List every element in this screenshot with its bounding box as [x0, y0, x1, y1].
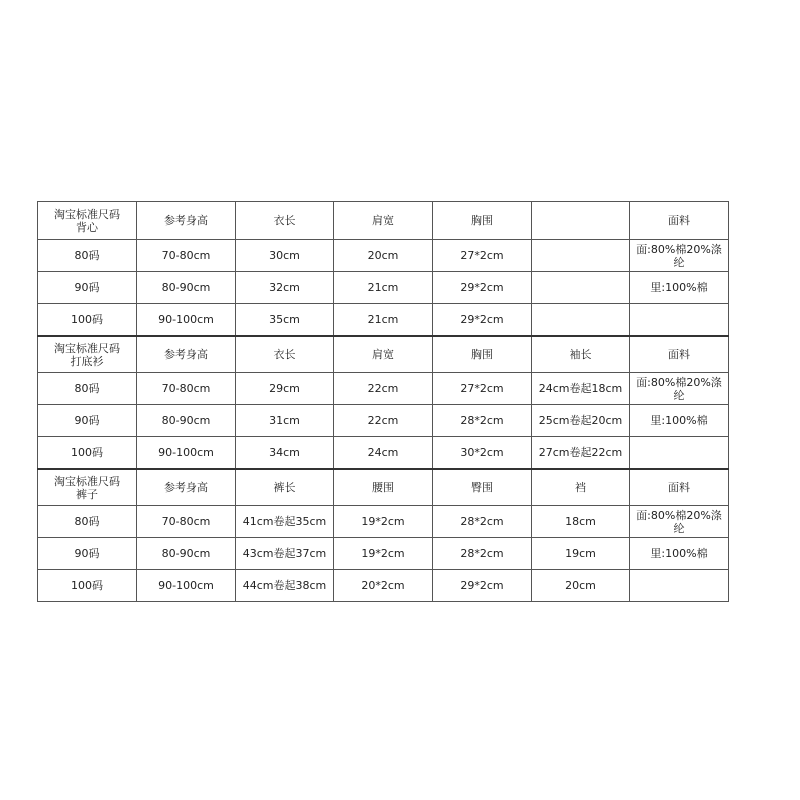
table-cell: 41cm卷起35cm	[236, 506, 334, 538]
fabric-cell: 里:100%棉	[630, 538, 729, 570]
table-cell: 24cm卷起18cm	[532, 373, 630, 405]
table-cell: 19cm	[532, 538, 630, 570]
table-cell: 80-90cm	[137, 405, 236, 437]
table-cell: 30cm	[236, 240, 334, 272]
column-header: 参考身高	[137, 336, 236, 373]
table-cell: 43cm卷起37cm	[236, 538, 334, 570]
column-header: 裆	[532, 469, 630, 506]
table-cell: 20cm	[532, 570, 630, 602]
table-row	[38, 570, 729, 602]
column-header: 裤长	[236, 469, 334, 506]
size-cell: 90码	[38, 538, 137, 570]
section-label: 淘宝标准尺码 裤子	[38, 469, 137, 506]
column-header: 衣长	[236, 336, 334, 373]
table-cell: 20cm	[334, 240, 433, 272]
column-header: 肩宽	[334, 336, 433, 373]
section-header-row	[38, 336, 729, 373]
fabric-cell: 里:100%棉	[630, 272, 729, 304]
table-cell: 20*2cm	[334, 570, 433, 602]
table-cell: 28*2cm	[433, 405, 532, 437]
table-cell: 19*2cm	[334, 538, 433, 570]
table-cell: 30*2cm	[433, 437, 532, 470]
size-cell: 90码	[38, 405, 137, 437]
table-cell: 70-80cm	[137, 373, 236, 405]
table-row	[38, 272, 729, 304]
table-cell: 31cm	[236, 405, 334, 437]
fabric-cell	[630, 304, 729, 337]
column-header: 衣长	[236, 202, 334, 240]
section-label: 淘宝标准尺码 背心	[38, 202, 137, 240]
fabric-cell: 面:80%棉20%涤纶	[630, 373, 729, 405]
table-cell: 19*2cm	[334, 506, 433, 538]
table-row	[38, 506, 729, 538]
table-cell: 21cm	[334, 304, 433, 337]
table-cell: 28*2cm	[433, 538, 532, 570]
table-cell: 28*2cm	[433, 506, 532, 538]
table-cell: 80-90cm	[137, 272, 236, 304]
table-cell: 27*2cm	[433, 373, 532, 405]
column-header: 面料	[630, 469, 729, 506]
column-header: 袖长	[532, 336, 630, 373]
column-header: 面料	[630, 202, 729, 240]
column-header: 参考身高	[137, 469, 236, 506]
table-cell: 29*2cm	[433, 304, 532, 337]
size-cell: 100码	[38, 437, 137, 470]
table-cell: 80-90cm	[137, 538, 236, 570]
column-header: 面料	[630, 336, 729, 373]
table-cell: 29*2cm	[433, 570, 532, 602]
size-chart-table	[37, 201, 729, 602]
column-header: 胸围	[433, 202, 532, 240]
table-cell: 27cm卷起22cm	[532, 437, 630, 470]
table-cell	[532, 304, 630, 337]
table-row	[38, 538, 729, 570]
table-cell: 25cm卷起20cm	[532, 405, 630, 437]
table-cell: 22cm	[334, 405, 433, 437]
table-cell: 29cm	[236, 373, 334, 405]
size-cell: 100码	[38, 570, 137, 602]
table-cell: 21cm	[334, 272, 433, 304]
fabric-cell: 面:80%棉20%涤纶	[630, 240, 729, 272]
table-cell: 27*2cm	[433, 240, 532, 272]
table-row	[38, 437, 729, 470]
size-cell: 90码	[38, 272, 137, 304]
table-cell: 35cm	[236, 304, 334, 337]
table-cell: 44cm卷起38cm	[236, 570, 334, 602]
size-cell: 100码	[38, 304, 137, 337]
table-cell: 29*2cm	[433, 272, 532, 304]
table-cell: 24cm	[334, 437, 433, 470]
size-cell: 80码	[38, 373, 137, 405]
column-header: 臀围	[433, 469, 532, 506]
section-label: 淘宝标准尺码 打底衫	[38, 336, 137, 373]
fabric-cell	[630, 437, 729, 470]
table-cell: 34cm	[236, 437, 334, 470]
table-cell	[532, 272, 630, 304]
table-row	[38, 240, 729, 272]
fabric-cell: 里:100%棉	[630, 405, 729, 437]
section-header-row	[38, 469, 729, 506]
table-row	[38, 373, 729, 405]
fabric-cell	[630, 570, 729, 602]
table-cell: 70-80cm	[137, 240, 236, 272]
table-row	[38, 304, 729, 337]
table-cell: 22cm	[334, 373, 433, 405]
table-cell: 18cm	[532, 506, 630, 538]
size-cell: 80码	[38, 240, 137, 272]
column-header: 肩宽	[334, 202, 433, 240]
size-cell: 80码	[38, 506, 137, 538]
table-cell: 90-100cm	[137, 570, 236, 602]
column-header	[532, 202, 630, 240]
column-header: 胸围	[433, 336, 532, 373]
table-cell: 90-100cm	[137, 437, 236, 470]
table-cell: 90-100cm	[137, 304, 236, 337]
column-header: 腰围	[334, 469, 433, 506]
section-header-row	[38, 202, 729, 240]
fabric-cell: 面:80%棉20%涤纶	[630, 506, 729, 538]
table-row	[38, 405, 729, 437]
table-cell: 32cm	[236, 272, 334, 304]
table-cell: 70-80cm	[137, 506, 236, 538]
table-cell	[532, 240, 630, 272]
column-header: 参考身高	[137, 202, 236, 240]
